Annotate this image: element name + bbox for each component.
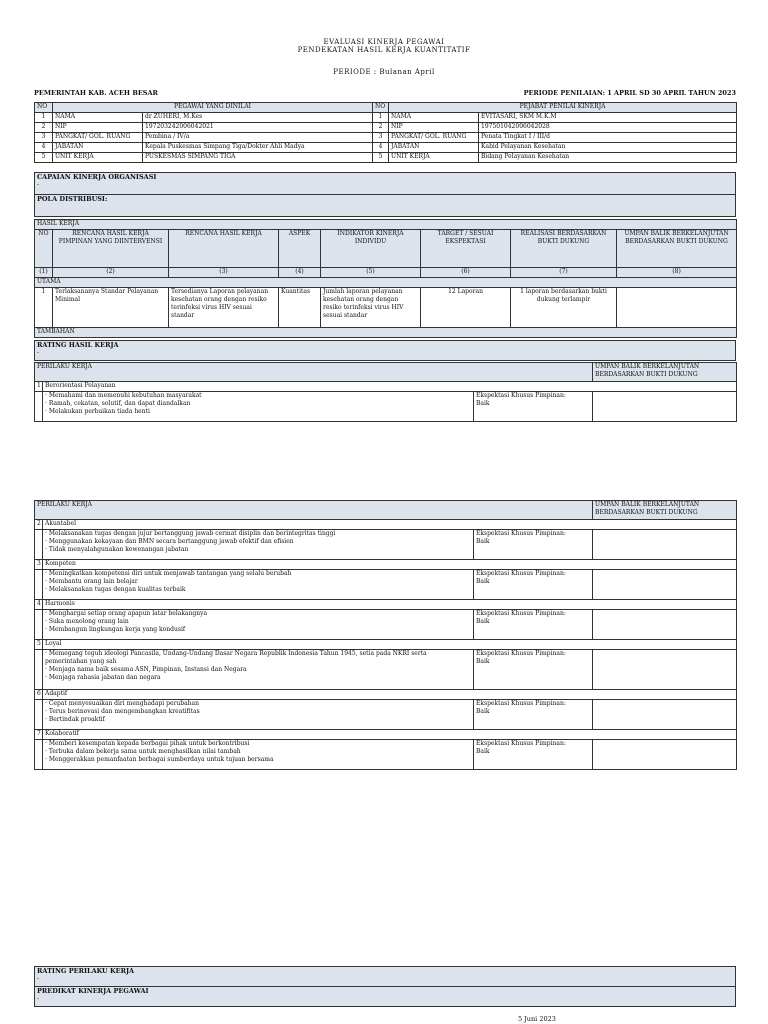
identity-row: 5 UNIT KERJA PUSKESMAS SIMPANG TIGA 5 UNIT KERJA Bidang Pelayanan Kesehatan [35,153,737,163]
doc-title: EVALUASI KINERJA PEGAWAI [323,38,445,46]
capaian-value: - [37,181,40,188]
rating-hasil-value: - [37,349,40,356]
table-row: 1 Terlaksananya Standar Pelayanan Minimal Tersedianya Laporan pelayanan kesehatan orang dengan resiko terinfeksi virus HIV sesuai standar Kuantitas Jumlah laporan pelayanan kesehatan orang dengan resiko terinfeksi virus HIV sesuai standar 12 Laporan 1 laporan berdasarkan bukti dukung terlampir [35,288,737,328]
col-no-right: NO [373,103,389,113]
col-number: (5) [321,268,421,278]
col-header: UMPAN BALIK BERKELANJUTAN BERDASARKAN BUKTI DUKUNG [617,230,737,268]
aspek: Kuantitas [279,288,321,328]
col-number: (4) [279,268,321,278]
col-header: ASPEK [279,230,321,268]
doc-subtitle: PENDEKATAN HASIL KERJA KUANTITATIF [297,46,471,54]
perilaku-umpan-label: UMPAN BALIK BERKELANJUTAN BERDASARKAN BUKTI DUKUNG [593,501,737,520]
col-number: (6) [421,268,511,278]
tambahan-label: TAMBAHAN [35,328,737,338]
identity-table [34,102,737,163]
perilaku-name: Akuntabel [43,520,737,530]
perilaku-label: PERILAKU KERJA [35,501,593,520]
indikator: Jumlah laporan pelayanan kesehatan orang dengan resiko terinfeksi virus HIV sesuai standar [321,288,421,328]
perilaku-name: Kolaboratif [43,730,737,740]
perilaku-row: · Memahami dan memenuhi kebutuhan masyarakat · Ramah, cekatan, solutif, dan dapat diandalkan · Melakukan perbaikan tiada henti Ekspektasi Khusus Pimpinan: Baik [35,392,737,422]
rating-perilaku-label: RATING PERILAKU KERJA [37,967,135,975]
col-number: (2) [53,268,169,278]
rencana-pimpinan: Terlaksananya Standar Pelayanan Minimal [53,288,169,328]
target: 12 Laporan [421,288,511,328]
identity-row: 4 JABATAN Kepala Puskesmas Simpang Tiga/Dokter Ahli Madya 4 JABATAN Kabid Pelayanan Kesehatan [35,143,737,153]
capaian-label: CAPAIAN KINERJA ORGANISASI [37,173,157,181]
predikat-label: PREDIKAT KINERJA PEGAWAI [37,987,149,995]
hasil-kerja-table [34,219,737,338]
pola-label: POLA DISTRIBUSI: [37,195,108,203]
perilaku-name: Harmonis [43,600,737,610]
identity-row: 2 NIP 197203242006042021 2 NIP 197501042006042028 [35,123,737,133]
left-header: PEGAWAI YANG DINILAI [53,103,373,113]
perilaku-umpan-label: UMPAN BALIK BERKELANJUTAN BERDASARKAN BUKTI DUKUNG [593,363,737,382]
col-number: (1) [35,268,53,278]
doc-periode: PERIODE : Bulanan April [333,68,435,76]
rating-hasil-label: RATING HASIL KERJA [37,341,119,349]
perilaku-table-2: PERILAKU KERJA UMPAN BALIK BERKELANJUTAN BERDASARKAN BUKTI DUKUNG 2 Akuntabel · Melaksanakan tugas dengan jujur bertanggung jawab cermat disiplin dan berintegritas tinggi · Menggunakan kekayaan dan BMN secara bertanggung jawab efektif dan efisien · Tidak menyalahgunakan kewenangan jabatan Ekspektasi Khusus Pimpinan: Baik 3 Kompeten · Meningkatkan kompetensi diri untuk menjawab tantangan yang selalu berubah · Membantu orang lain belajar · Melaksanakan tugas dengan kualitas terbaik Ekspektasi Khusus Pimpinan: Baik 4 Harmonis · Menghargai setiap orang apapun latar belakangnya · Suka menolong orang lain · Membangun lingkungan kerja yang kondusif Ekspektasi Khusus Pimpinan: Baik 5 Loyal · Memegang teguh ideologi Pancasila, Undang-Undang Dasar Negara Republik Indonesia Tahun 1945, setia pada NKRI serta pemerintahan yang sah · Menjaga nama baik sesama ASN, Pimpinan, Instansi dan Negara · Menjaga rahasia jabatan dan negara Ekspektasi Khusus Pimpinan: Baik 6 Adaptif · Cepat menyesuaikan diri menghadapi perubahan · Terus berinovasi dan mengembangkan kreatifitas · Bertindak proaktif Ekspektasi Khusus Pimpinan: Baik 7 Kolaboratif · Memberi kesempatan kepada berbagai pihak untuk berkontribusi · Terbuka dalam bekerja sama untuk menghasilkan nilai tambah · Menggerakkan pemanfaatan berbagai sumberdaya untuk tujuan bersama Ekspektasi Khusus Pimpinan: Baik [34,500,737,770]
perilaku-table-1: PERILAKU KERJA UMPAN BALIK BERKELANJUTAN BERDASARKAN BUKTI DUKUNG 1 Berorientasi Pelayanan · Memahami dan memenuhi kebutuhan masyarakat · Ramah, cekatan, solutif, dan dapat diandalkan · Melakukan perbaikan tiada henti Ekspektasi Khusus Pimpinan: Baik [34,362,737,422]
identity-row: 1 NAMA dr ZUHERI, M.Kes 1 NAMA EVITASARI, SKM M.K.M [35,113,737,123]
perilaku-row: · Menghargai setiap orang apapun latar belakangnya · Suka menolong orang lain · Membangun lingkungan kerja yang kondusif Ekspektasi Khusus Pimpinan: Baik [35,610,737,640]
perilaku-row: · Cepat menyesuaikan diri menghadapi perubahan · Terus berinovasi dan mengembangkan kreatifitas · Bertindak proaktif Ekspektasi Khusus Pimpinan: Baik [35,700,737,730]
col-header: NO [35,230,53,268]
rating-perilaku-value: - [37,975,40,982]
perilaku-row: · Memegang teguh ideologi Pancasila, Undang-Undang Dasar Negara Republik Indonesia Tahun 1945, setia pada NKRI serta pemerintahan yang sah · Menjaga nama baik sesama ASN, Pimpinan, Instansi dan Negara · Menjaga rahasia jabatan dan negara Ekspektasi Khusus Pimpinan: Baik [35,650,737,690]
col-header: RENCANA HASIL KERJA [169,230,279,268]
col-header: TARGET / SESUAI EKSPEKTASI [421,230,511,268]
instansi: PEMERINTAH KAB. ACEH BESAR [34,89,158,97]
periode-penilaian: PERIODE PENILAIAN: 1 APRIL SD 30 APRIL TAHUN 2023 [523,89,736,97]
rating-perilaku-table [34,966,736,1007]
rencana-hasil: Tersedianya Laporan pelayanan kesehatan orang dengan resiko terinfeksi virus HIV sesuai standar [169,288,279,328]
col-header: INDIKATOR KINERJA INDIVIDU [321,230,421,268]
col-no-left: NO [35,103,53,113]
identity-row: 3 PANGKAT/ GOL. RUANG Pembina / IV/a 3 PANGKAT/ GOL. RUANG Penata Tingkat I / III/d [35,133,737,143]
perilaku-name: Berorientasi Pelayanan [43,382,737,392]
pola-cell [35,195,736,217]
capaian-table [34,172,736,217]
hasil-kerja-label: HASIL KERJA [35,220,737,230]
utama-label: UTAMA [35,278,737,288]
perilaku-row: · Memberi kesempatan kepada berbagai pihak untuk berkontribusi · Terbuka dalam bekerja sama untuk menghasilkan nilai tambah · Menggerakkan pemanfaatan berbagai sumberdaya untuk tujuan bersama Ekspektasi Khusus Pimpinan: Baik [35,740,737,770]
perilaku-row: · Meningkatkan kompetensi diri untuk menjawab tantangan yang selalu berubah · Membantu orang lain belajar · Melaksanakan tugas dengan kualitas terbaik Ekspektasi Khusus Pimpinan: Baik [35,570,737,600]
col-header: REALISASI BERDASARKAN BUKTI DUKUNG [511,230,617,268]
perilaku-name: Adaptif [43,690,737,700]
perilaku-label: PERILAKU KERJA [35,363,593,382]
perilaku-name: Loyal [43,640,737,650]
perilaku-row: · Melaksanakan tugas dengan jujur bertanggung jawab cermat disiplin dan berintegritas tinggi · Menggunakan kekayaan dan BMN secara bertanggung jawab efektif dan efisien · Tidak menyalahgunakan kewenangan jabatan Ekspektasi Khusus Pimpinan: Baik [35,530,737,560]
col-number: (3) [169,268,279,278]
col-header: RENCANA HASIL KERJA PIMPINAN YANG DIINTERVENSI [53,230,169,268]
perilaku-name: Kompeten [43,560,737,570]
footer-date: 5 Juni 2023 [518,1015,556,1023]
right-header: PEJABAT PENILAI KINERJA [389,103,737,113]
umpan-balik [617,288,737,328]
predikat-value: - [37,995,40,1002]
col-number: (8) [617,268,737,278]
col-number: (7) [511,268,617,278]
rating-hasil-table [34,340,736,361]
capaian-cell [35,173,736,195]
realisasi: 1 laporan berdasarkan bukti dukung terlampir [511,288,617,328]
